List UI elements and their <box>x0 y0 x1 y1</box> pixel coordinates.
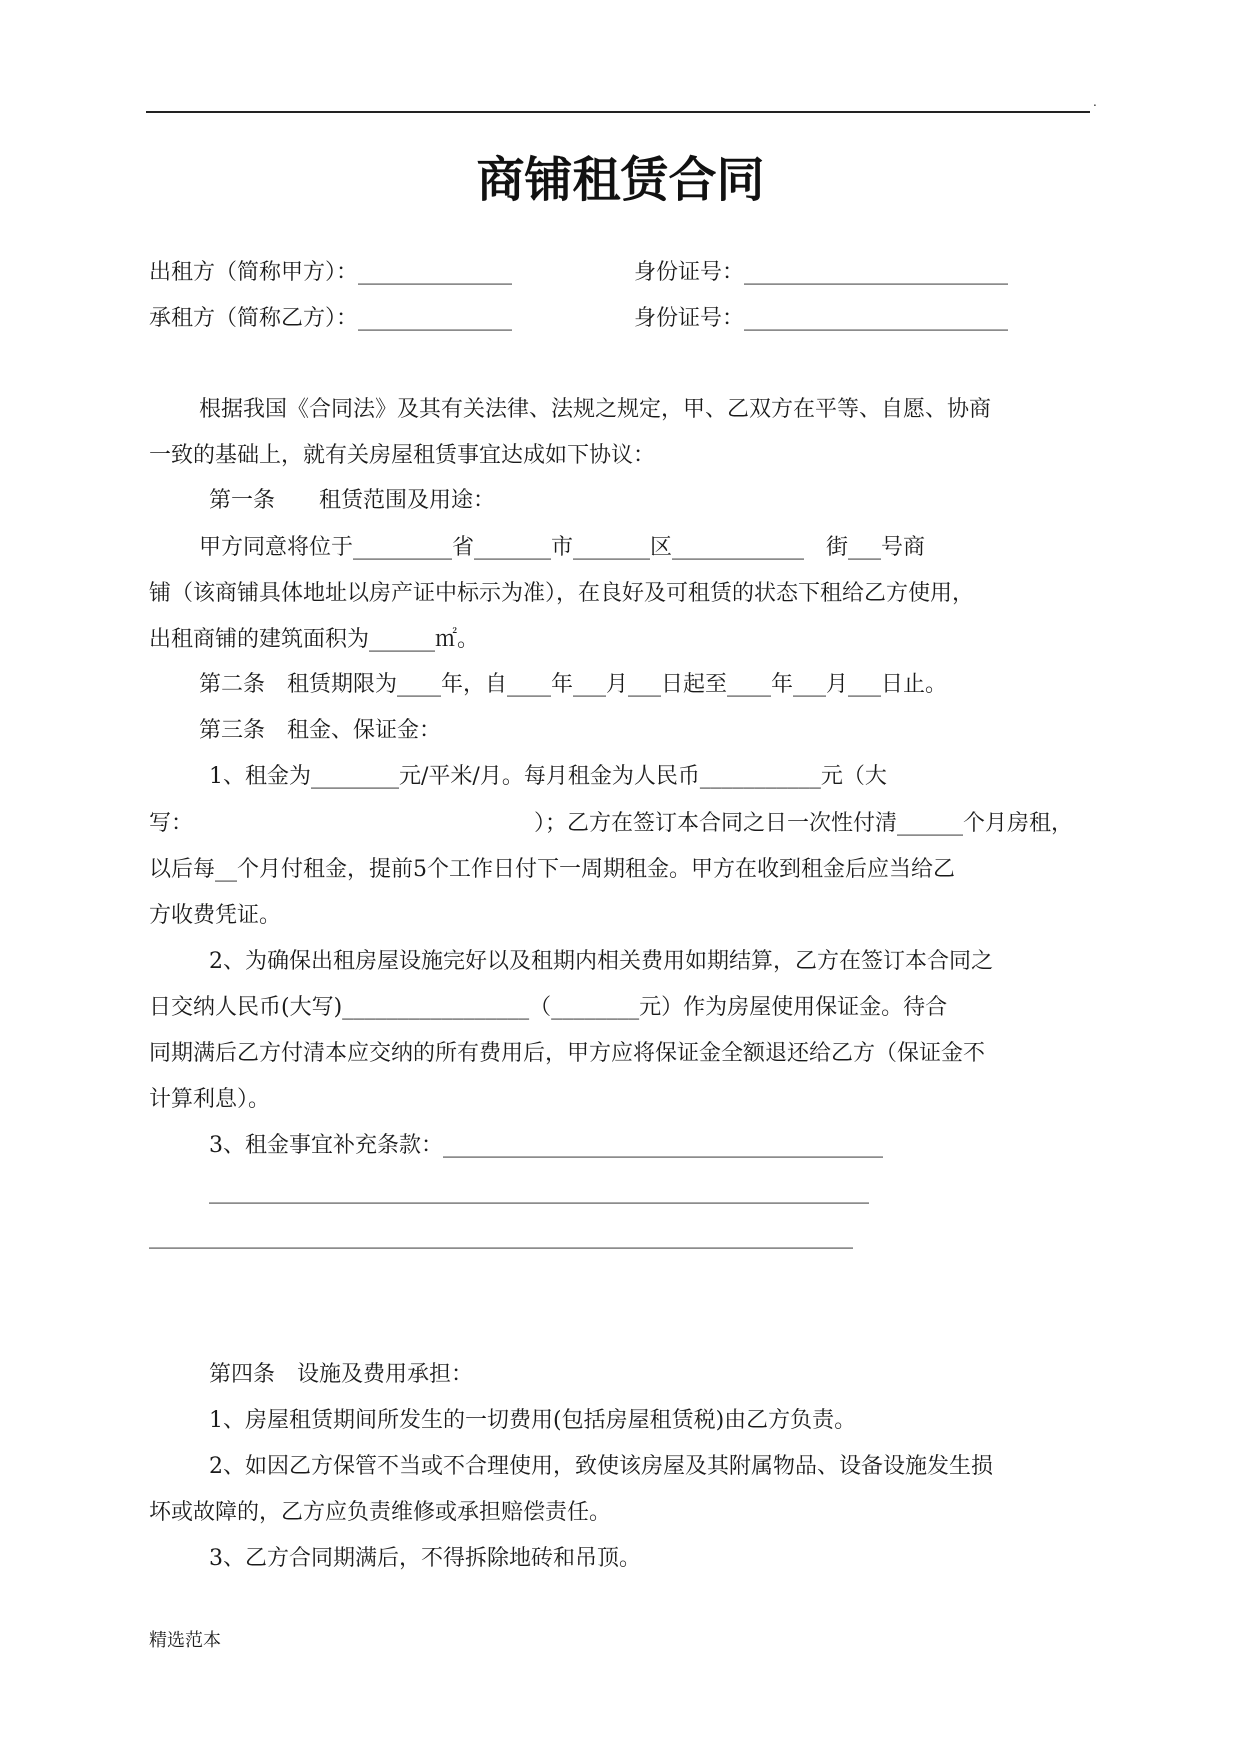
article-1-line-2: 铺（该商铺具体地址以房产证中标示为准），在良好及可租赁的状态下租给乙方使用， <box>149 581 975 606</box>
article-3-item-2-line-3: 同期满后乙方付清本应交纳的所有费用后，甲方应将保证金全额退还给乙方（保证金不 <box>149 1041 986 1066</box>
preamble-line-2: 一致的基础上，就有关房屋租赁事宜达成如下协议： <box>149 443 656 468</box>
article-4-item-1: 1、房屋租赁期间所发生的一切费用(包括房屋租赁税)由乙方负责。 <box>209 1408 857 1433</box>
preamble-line-1: 根据我国《合同法》及其有关法律、法规之规定，甲、乙双方在平等、自愿、协商 <box>199 397 992 422</box>
article-4-item-2-line-1: 2、如因乙方保管不当或不合理使用，致使该房屋及其附属物品、设备设施发生损 <box>209 1454 993 1479</box>
article-3-item-2-line-1: 2、为确保出租房屋设施完好以及租期内相关费用如期结算，乙方在签订本合同之 <box>209 949 993 974</box>
article-4-heading: 第四条 设施及费用承担： <box>209 1362 474 1387</box>
article-3-item-2-line-4: 计算利息）。 <box>149 1087 271 1112</box>
footer-label: 精选范本 <box>149 1630 221 1651</box>
lessee-name-field: 承租方（简称乙方）：______________ <box>149 306 513 331</box>
article-2-line: 第二条 租赁期限为____年，自____年___月___日起至____年___月___日止。 <box>199 672 948 697</box>
article-4-item-3: 3、乙方合同期满后，不得拆除地砖和吊顶。 <box>209 1546 641 1571</box>
article-3-item-3-line-2: ____________________________________________________________ <box>209 1179 869 1204</box>
article-3-heading: 第三条 租金、保证金： <box>199 718 442 743</box>
article-3-item-3-line-1: 3、租金事宜补充条款：________________________________________ <box>209 1133 883 1158</box>
article-3-item-1-line-4: 方收费凭证。 <box>149 903 282 928</box>
document-title: 商铺租赁合同 <box>476 152 765 208</box>
article-3-item-1-line-3: 以后每__个月付租金，提前5个工作日付下一周期租金。甲方在收到租金后应当给乙 <box>149 857 955 882</box>
article-3-item-3-line-3: ________________________________________________________________ <box>149 1224 853 1249</box>
article-1-line-3: 出租商铺的建筑面积为______㎡。 <box>149 627 480 652</box>
article-3-item-2-line-2: 日交纳人民币(大写)_________________（________元）作为房屋使用保证金。待合 <box>149 995 948 1020</box>
header-rule <box>146 111 1090 113</box>
header-corner-mark: . <box>1093 95 1097 109</box>
lessor-name-field: 出租方（简称甲方）：______________ <box>149 260 513 285</box>
lessee-id-field: 身份证号：________________________ <box>634 306 1009 331</box>
article-3-item-1-line-1: 1、租金为________元/平米/月。每月租金为人民币___________元（大 <box>209 764 887 789</box>
lessor-id-field: 身份证号：________________________ <box>634 260 1009 285</box>
article-4-item-2-line-2: 坏或故障的，乙方应负责维修或承担赔偿责任。 <box>149 1500 612 1525</box>
article-1-heading: 第一条 租赁范围及用途： <box>209 488 496 513</box>
article-3-item-1-line-2: 写： ）；乙方在签订本合同之日一次性付清______个月房租， <box>149 811 1074 836</box>
article-1-line-1: 甲方同意将位于_________省_______市_______区____________ 街___号商 <box>199 535 926 560</box>
